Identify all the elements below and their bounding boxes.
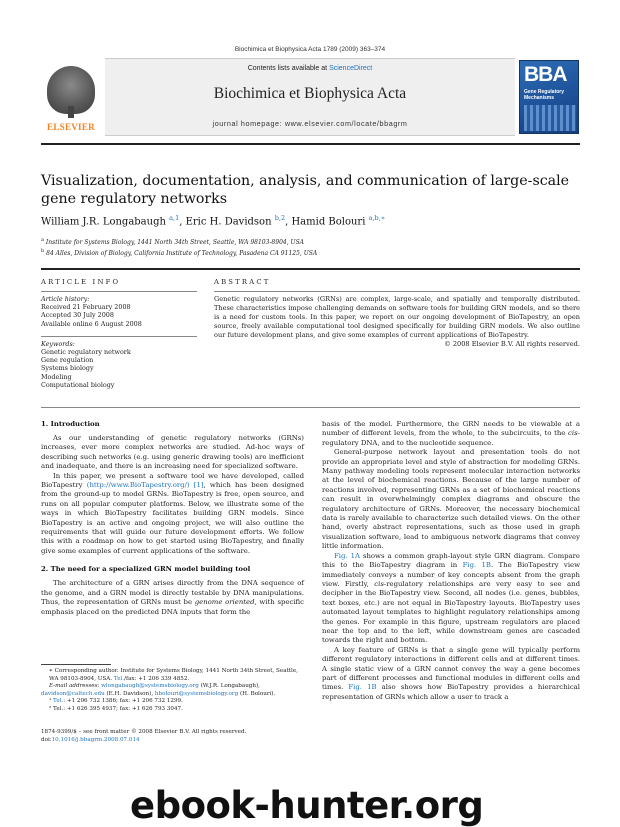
text-run: A key feature of GRNs is that a single gene will typically perform different regulatory interactions in different cells and at different times. A single static view of a GRN cannot convey the way a gene becomes part of different processes and functional modules in different cells and times. bbox=[322, 645, 580, 692]
tel-link[interactable]: Tel. bbox=[53, 698, 64, 705]
text-run: In this paper, we present a software tool we have developed, called BioTapestry bbox=[41, 471, 304, 490]
keyword: Computational biology bbox=[41, 380, 115, 389]
watermark-text: ebook-hunter.org bbox=[130, 784, 484, 827]
footnote-2: ² Tel.: +1 626 395 4937; fax: +1 626 793 3047. bbox=[49, 705, 183, 712]
paragraph: General-purpose network layout and presentation tools do not provide an appropriate level and style of abstraction for modeling GRNs. Many pathway modeling tools represent molecular interaction networks at the level of biochemical reactions. Because of the large number of reactions involved, representing GRNs as a set of biochemical reactions can result in overwhelmingly complex diagrams and obscure the regulatory architecture of GRNs. Moreover, the necessary biochemical data is rarely available to characterize such detailed views. On the other hand, overly abstract representations, such as those used in graph visualization software, lead to ambiguous network diagrams that convey little information. bbox=[322, 448, 580, 551]
text-run: (E.H. Davidson), bbox=[104, 690, 155, 697]
elsevier-logo bbox=[41, 58, 101, 136]
sciencedirect-link[interactable]: ScienceDirect bbox=[329, 65, 373, 72]
author-name: William J.R. Longabaugh bbox=[41, 216, 166, 228]
journal-citation: Biochimica et Biophysica Acta 1789 (2009) 363–374 bbox=[234, 46, 386, 53]
journal-title: Biochimica et Biophysica Acta bbox=[213, 85, 407, 102]
doi-link[interactable]: 10.1016/j.bbagrm.2008.07.014 bbox=[51, 736, 140, 743]
body-column-left bbox=[41, 420, 304, 617]
journal-cover-thumbnail bbox=[519, 60, 579, 134]
keyword: Modeling bbox=[41, 372, 72, 381]
affiliation-tag: a bbox=[41, 237, 44, 243]
abstract-heading: ABSTRACT bbox=[214, 278, 271, 286]
divider bbox=[214, 291, 580, 292]
keywords bbox=[41, 340, 197, 389]
footnote-corresponding bbox=[41, 668, 304, 683]
paragraph bbox=[41, 472, 304, 557]
abstract-rule bbox=[41, 407, 580, 408]
history-item: Received 21 February 2008 bbox=[41, 303, 131, 312]
cover-subtitle: Gene Regulatory Mechanisms bbox=[524, 89, 565, 101]
affiliation-text: Institute for Systems Biology, 1441 North 34th Street, Seattle, WA 98103-8904, USA bbox=[45, 239, 305, 246]
affiliation-text: 84 Alles, Division of Biology, California Institute of Technology, Pasadena CA 91125, USA bbox=[46, 250, 318, 257]
section-heading: 1. Introduction bbox=[41, 420, 100, 428]
abstract-copyright: © 2008 Elsevier B.V. All rights reserved. bbox=[444, 340, 580, 348]
text-run: The architecture of a GRN arises directly from the DNA sequence of the genome, and a GRN model is directly testable by DNA manipulations. Thus, the representation of GRNs must be bbox=[41, 579, 304, 607]
text-run: , which has been designed from the ground-up to model GRNs. BioTapestry is free, open source, and runs on all popular computer platforms. Below, we illustrate some of the ways in which BioTapestry facilitates building GRN models. Since BioTapestry is an active and ongoing project, we will also outline the requirements that will guide our future development efforts. We follow this with a roadmap on how to get started using BioTapestry, and finally give some examples of current applications of the software. bbox=[41, 481, 304, 555]
tree-trunk-icon bbox=[68, 106, 74, 118]
author-affil-marks[interactable]: a,b,∗ bbox=[368, 214, 386, 222]
affiliation bbox=[41, 247, 580, 258]
text-run: -regulatory relationships are very easy to see and decipher in the BioTapestry view. Second, all nodes (i.e. genes, bubbles, text boxes, etc.) are not equal in BioTapestry layouts. BioTapestry uses automated layout templates to highlight regulatory relationships among the genes. For example in this figure, upstream regulators are placed near the top and to the left, while downstream genes are cascaded towards the right and bottom. bbox=[322, 579, 581, 645]
paragraph bbox=[322, 552, 580, 646]
text-run: shows a common graph-layout style GRN diagram. Compare this to the BioTapestry diagram in bbox=[322, 551, 580, 570]
cover-letters: BBA bbox=[524, 63, 567, 86]
elsevier-wordmark: ELSEVIER bbox=[47, 122, 95, 132]
doi-label: doi: bbox=[41, 736, 52, 743]
abstract bbox=[214, 278, 580, 349]
text-run: , with specific emphasis placed on the predicted DNA inputs that form the bbox=[41, 598, 304, 616]
emphasis: cis bbox=[568, 429, 578, 438]
journal-header bbox=[41, 58, 580, 136]
text-run: . The BioTapestry view immediately conveys a number of key concepts absent from the graph view. Firstly, bbox=[322, 561, 580, 588]
divider bbox=[41, 291, 197, 292]
figure-link[interactable]: Fig. 1B bbox=[348, 683, 377, 692]
issn-line: 1874-9399/$ – see front matter © 2008 Elsevier B.V. All rights reserved. bbox=[41, 729, 247, 735]
email-link[interactable]: davidson@caltech.edu bbox=[41, 690, 105, 697]
tel-link[interactable]: Tel. bbox=[113, 675, 125, 682]
keyword: Gene regulation bbox=[41, 356, 94, 365]
footnote-1 bbox=[41, 698, 304, 706]
history-item: Available online 6 August 2008 bbox=[41, 319, 142, 328]
article-info-heading: ARTICLE INFO bbox=[41, 278, 121, 286]
figure-link[interactable]: Fig. 1A bbox=[334, 551, 360, 560]
article-history bbox=[41, 295, 197, 328]
author-list bbox=[41, 214, 580, 227]
history-item: Accepted 30 July 2008 bbox=[41, 311, 114, 320]
text-run: (H. Bolouri). bbox=[238, 690, 276, 697]
issn-doi bbox=[41, 729, 304, 744]
author-name: Eric H. Davidson bbox=[185, 216, 272, 228]
footnotes bbox=[41, 668, 304, 714]
footnote-emails bbox=[41, 683, 304, 691]
doi-line bbox=[41, 737, 304, 745]
header-rule bbox=[41, 143, 580, 145]
section-heading: 2. The need for a specialized GRN model building tool bbox=[41, 565, 251, 574]
figure-link[interactable]: Fig. 1B bbox=[462, 561, 491, 570]
cover-art bbox=[524, 105, 576, 131]
email-link[interactable]: hbolouri@systemsbiology.org bbox=[154, 690, 239, 697]
keywords-label: Keywords: bbox=[41, 339, 75, 348]
text-run: : +1 206 732 1386; fax: +1 206 732 1299. bbox=[63, 698, 183, 705]
journal-banner bbox=[105, 58, 515, 136]
author-affil-marks[interactable]: a,1 bbox=[169, 214, 180, 222]
paragraph bbox=[322, 420, 580, 448]
paragraph bbox=[322, 646, 580, 702]
footnote-rule bbox=[41, 664, 111, 665]
text-run: -regulatory DNA, and to the nucleotide sequence. bbox=[322, 429, 580, 447]
article-info bbox=[41, 278, 197, 389]
reference-link[interactable]: [1] bbox=[193, 481, 204, 490]
emphasis: cis bbox=[374, 579, 384, 588]
keyword: Genetic regulatory network bbox=[41, 348, 131, 357]
author-sep: , bbox=[179, 216, 186, 228]
title-rule bbox=[41, 268, 580, 270]
author-name: Hamid Bolouri bbox=[291, 216, 366, 228]
paragraph bbox=[41, 579, 304, 617]
contents-prefix: Contents lists available at bbox=[247, 65, 330, 72]
text-run: ∗ Corresponding author. Institute for Systems Biology, 1441 North 34th Street, Seattle, WA 98103-8904, USA. bbox=[49, 668, 298, 682]
abstract-text: Genetic regulatory networks (GRNs) are complex, large-scale, and spatially and temporally distributed. These characteristics impose challenging demands on software tools for building GRN models, and so there is a need for custom tools. In this paper, we report on our ongoing development of BioTapestry, an open source, freely available computational tool designed specifically for building GRN models. We also outline our future development plans, and give some examples of current applications of BioTapestry. bbox=[214, 295, 580, 339]
affiliation-tag: b bbox=[41, 248, 45, 254]
affiliation bbox=[41, 236, 580, 247]
email-label: E-mail addresses: bbox=[49, 683, 102, 690]
text-run: /fax: +1 206 339 4852. bbox=[124, 675, 190, 682]
divider bbox=[41, 336, 197, 337]
author-sep: , bbox=[285, 216, 292, 228]
author-affil-marks[interactable]: b,2 bbox=[274, 214, 286, 222]
biotapestry-url-link[interactable]: (http://www.BioTapestry.org/) bbox=[86, 481, 190, 490]
affiliations bbox=[41, 236, 580, 258]
body-column-right bbox=[322, 420, 580, 702]
article-title: Visualization, documentation, analysis, and communication of large-scale gene regulatory networks bbox=[41, 173, 570, 207]
keyword: Systems biology bbox=[41, 364, 94, 373]
emphasis: genome oriented bbox=[194, 598, 255, 607]
journal-homepage[interactable]: journal homepage: www.elsevier.com/locate/bbagrm bbox=[212, 119, 408, 128]
history-label: Article history: bbox=[41, 295, 90, 303]
contents-line bbox=[105, 65, 515, 72]
spacer bbox=[41, 556, 304, 565]
text-run: basis of the model. Furthermore, the GRN needs to be viewable at a number of different levels, from the whole, to the subcircuits, to the bbox=[322, 420, 580, 438]
email-link[interactable]: wlongabaugh@systemsbiology.org bbox=[101, 683, 199, 690]
text-run: ¹ bbox=[49, 698, 54, 705]
text-run: (W.J.R. Longabaugh), bbox=[198, 683, 260, 690]
text-run: also shows how BioTapestry provides a hierarchical representation of GRNs which allow a user to track a bbox=[322, 683, 580, 701]
paragraph: As our understanding of genetic regulatory networks (GRNs) increases, ever more complex networks are studied. Ad-hoc ways of describing such networks (e.g. using generic drawing tools) are inefficient and inadequate, and there is an increasing need for specialized software. bbox=[41, 434, 304, 471]
